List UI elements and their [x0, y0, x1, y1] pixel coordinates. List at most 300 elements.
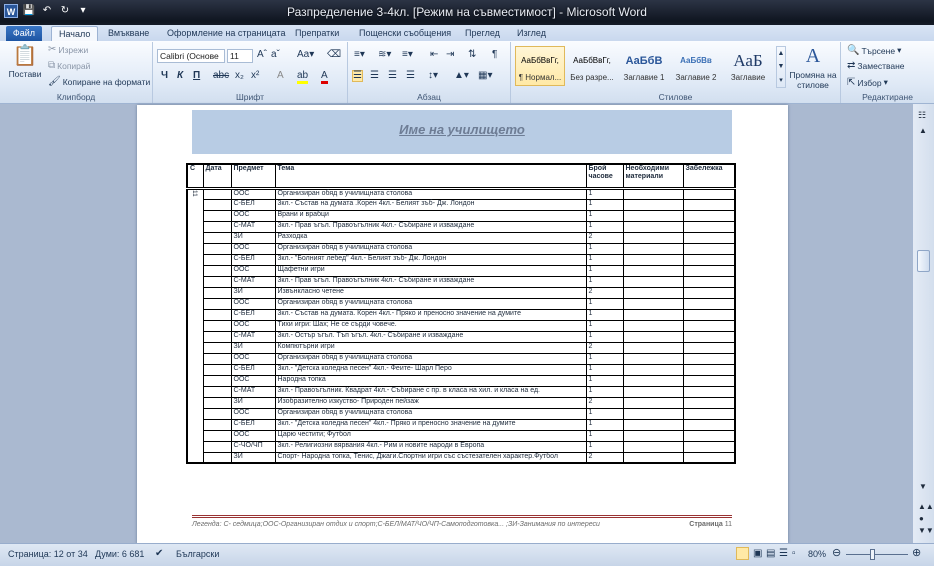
topic-cell[interactable]: Компютърни игри [275, 342, 586, 353]
date-cell[interactable] [203, 397, 231, 408]
notes-cell[interactable] [683, 243, 735, 254]
find-button[interactable]: 🔍 Търсене ▾ [847, 44, 902, 56]
hours-cell[interactable]: 1 [586, 331, 623, 342]
page-header [192, 110, 732, 154]
topic-cell[interactable]: 3кл.- "Детска коледна песен" 4кл.- Пряко и преносно значение на думите [275, 419, 586, 430]
replace-button[interactable]: ⇄ Заместване [847, 60, 905, 71]
language-status[interactable]: Български [176, 549, 220, 559]
previous-page-icon[interactable]: ▲▲ [918, 502, 934, 511]
style-normal[interactable]: АаБбВвГг, ¶ Нормал... [515, 46, 565, 86]
ribbon-tabs [0, 25, 934, 41]
hours-cell[interactable]: 1 [586, 276, 623, 287]
date-cell[interactable] [203, 265, 231, 276]
hours-cell[interactable]: 1 [586, 320, 623, 331]
date-cell[interactable] [203, 254, 231, 265]
hours-cell[interactable]: 1 [586, 375, 623, 386]
date-cell[interactable] [203, 232, 231, 243]
font-group [153, 42, 348, 103]
underline-button[interactable] [193, 71, 200, 81]
date-cell[interactable] [203, 188, 231, 199]
tab-file[interactable]: Файл [6, 26, 42, 41]
style-heading-1[interactable]: АаБбВ Заглавие 1 [623, 55, 665, 82]
notes-cell[interactable] [683, 199, 735, 210]
table-body [187, 188, 735, 463]
topic-cell[interactable]: 3кл.- Прав ъгъл. Правоъгълник 4кл.- Събиране и изваждане [275, 221, 586, 232]
font-color-icon: A [321, 71, 328, 84]
draft-icon[interactable]: ▫ [792, 548, 796, 559]
tab-review[interactable]: Преглед [465, 28, 500, 38]
strikethrough-icon: abc [213, 70, 230, 81]
subject-cell[interactable]: С-МАТ [231, 221, 275, 232]
hours-cell[interactable]: 2 [586, 397, 623, 408]
notes-cell[interactable] [683, 331, 735, 342]
paste-button[interactable]: 📋 Постави [8, 45, 42, 79]
date-cell[interactable] [203, 287, 231, 298]
italic-icon: К [177, 70, 184, 81]
save-icon[interactable]: 💾 [22, 5, 36, 16]
status-bar [0, 543, 934, 566]
numbering-button[interactable] [378, 50, 391, 60]
notes-cell[interactable] [683, 353, 735, 364]
select-icon: ⇱ [847, 76, 856, 88]
borders-button[interactable] [478, 71, 492, 81]
subscript-icon: x₂ [235, 70, 244, 81]
italic-button[interactable] [177, 71, 183, 81]
topic-cell[interactable]: Организиран обяд в училищната столова [275, 188, 586, 199]
page-number-field [689, 521, 732, 528]
notes-cell[interactable] [683, 188, 735, 199]
chevron-down-icon: ▾ [883, 77, 888, 87]
date-cell[interactable] [203, 210, 231, 221]
hours-cell[interactable]: 1 [586, 298, 623, 309]
styles-group-label: Стилове [658, 92, 693, 102]
table-row [187, 265, 735, 276]
subject-cell[interactable]: С-БЕЛ [231, 309, 275, 320]
hours-cell[interactable]: 1 [586, 188, 623, 199]
change-case-button[interactable] [297, 50, 314, 60]
topic-cell[interactable]: Организиран обяд в училищната столова [275, 353, 586, 364]
materials-cell[interactable] [623, 188, 683, 199]
clipboard-group [0, 42, 153, 103]
materials-cell[interactable] [623, 408, 683, 419]
styles-group [511, 42, 841, 103]
date-cell[interactable] [203, 276, 231, 287]
subject-cell[interactable]: ООС [231, 210, 275, 221]
subject-cell[interactable]: ООС [231, 430, 275, 441]
materials-cell[interactable] [623, 254, 683, 265]
hours-cell[interactable]: 1 [586, 419, 623, 430]
line-spacing-button[interactable] [428, 71, 438, 81]
table-row [187, 232, 735, 243]
notes-cell[interactable] [683, 452, 735, 463]
subject-cell[interactable]: ООС [231, 375, 275, 386]
strikethrough-button[interactable] [213, 71, 229, 81]
page-number: 11 [724, 521, 732, 528]
date-cell[interactable] [203, 353, 231, 364]
materials-cell[interactable] [623, 221, 683, 232]
materials-cell[interactable] [623, 364, 683, 375]
date-cell[interactable] [203, 199, 231, 210]
topic-cell[interactable]: 3кл.- Състав на думата. Корен 4кл.- Пряко и преносно значение на думите [275, 309, 586, 320]
topic-cell[interactable]: 3кл.- Правоъгълник. Квадрат 4кл.- Събиране с пр. в класа на хил. и класа на ед. [275, 386, 586, 397]
materials-cell[interactable] [623, 441, 683, 452]
align-center-button[interactable] [370, 71, 379, 81]
topic-cell[interactable]: 3кл.- "Детска коледна песен" 4кл.- Феите- Шарл Перо [275, 364, 586, 375]
web-layout-icon[interactable]: ▤ [766, 548, 776, 559]
date-cell[interactable] [203, 342, 231, 353]
font-group-label: Шрифт [236, 92, 264, 102]
subject-cell[interactable]: ООС [231, 408, 275, 419]
subject-cell[interactable]: ООС [231, 320, 275, 331]
hours-cell[interactable]: 1 [586, 254, 623, 265]
materials-cell[interactable] [623, 210, 683, 221]
zoom-slider-track[interactable] [846, 554, 908, 555]
table-row [187, 342, 735, 353]
binoculars-icon: 🔍 [847, 44, 860, 56]
word-count-status[interactable]: Думи: 6 681 [95, 549, 145, 559]
subject-cell[interactable]: ООС [231, 265, 275, 276]
chevron-down-icon: ▼ [777, 62, 785, 70]
topic-cell[interactable]: Царю честити; Футбол [275, 430, 586, 441]
bold-icon: Ч [161, 70, 169, 81]
page-footer [192, 515, 732, 528]
outline-icon[interactable]: ☰ [779, 548, 788, 559]
subject-cell[interactable]: С-МАТ [231, 276, 275, 287]
topic-cell[interactable]: 3кл.- Прав ъгъл. Правоъгълник 4кл.- Събиране и изваждане [275, 276, 586, 287]
full-screen-icon[interactable]: ▣ [753, 548, 763, 559]
subject-cell[interactable]: ЗИ [231, 232, 275, 243]
materials-cell[interactable] [623, 452, 683, 463]
subject-cell[interactable]: ЗИ [231, 452, 275, 463]
clear-formatting-button[interactable] [327, 50, 341, 60]
decrease-indent-icon: ⇤ [430, 49, 439, 60]
pilcrow-icon: ¶ [492, 49, 498, 60]
change-styles-icon: A [805, 45, 821, 67]
date-cell[interactable] [203, 452, 231, 463]
highlight-button[interactable] [297, 71, 308, 84]
page-count-status[interactable]: Страница: 12 от 34 [8, 549, 88, 559]
date-cell[interactable] [203, 320, 231, 331]
shrink-font-icon: aˇ [271, 49, 280, 60]
topic-cell[interactable]: Организиран обяд в училищната столова [275, 408, 586, 419]
zoom-out-icon[interactable]: ⊖ [832, 547, 842, 559]
subject-cell[interactable]: С-БЕЛ [231, 419, 275, 430]
subject-cell[interactable]: ООС [231, 243, 275, 254]
notes-cell[interactable] [683, 276, 735, 287]
copy-icon: ⧉ [48, 60, 56, 71]
date-cell[interactable] [203, 375, 231, 386]
clipboard-group-label: Клипборд [56, 92, 96, 102]
style-title[interactable]: АаБ Заглавие [730, 51, 766, 82]
hours-cell[interactable]: 1 [586, 353, 623, 364]
paste-icon: 📋 [12, 45, 38, 67]
styles-scroll-buttons[interactable] [776, 46, 786, 88]
subject-cell[interactable]: С-ЧО/ЧП [231, 441, 275, 452]
font-name-combo[interactable]: Calibri (Основе [157, 49, 225, 63]
hours-cell[interactable]: 2 [586, 232, 623, 243]
topic-cell[interactable]: Разходка [275, 232, 586, 243]
subject-cell[interactable]: ООС [231, 298, 275, 309]
document-page[interactable] [137, 105, 788, 544]
underline-icon: П [193, 70, 201, 81]
font-size-combo[interactable]: 11 [227, 49, 253, 63]
shrink-font-button[interactable] [271, 50, 280, 60]
notes-cell[interactable] [683, 397, 735, 408]
notes-cell[interactable] [683, 287, 735, 298]
table-row [187, 353, 735, 364]
hours-cell[interactable]: 1 [586, 441, 623, 452]
table-row [187, 210, 735, 221]
date-cell[interactable] [203, 309, 231, 320]
notes-cell[interactable] [683, 342, 735, 353]
topic-cell[interactable]: Спорт- Народна топка, Тенис, Джаги.Спортни игри със състезателен характер.Футбол [275, 452, 586, 463]
table-row [187, 221, 735, 232]
bold-button[interactable] [161, 71, 168, 81]
table-row [187, 309, 735, 320]
format-painter-button[interactable]: 🖌 Копиране на формати [48, 76, 151, 87]
notes-cell[interactable] [683, 364, 735, 375]
materials-cell[interactable] [623, 199, 683, 210]
scroll-down-icon[interactable]: ▼ [919, 482, 927, 491]
topic-cell[interactable]: Организиран обяд в училищната столова [275, 243, 586, 254]
next-page-icon[interactable]: ▼▼ [918, 526, 934, 535]
borders-icon: ▦▾ [478, 70, 493, 81]
materials-cell[interactable] [623, 298, 683, 309]
materials-cell[interactable] [623, 430, 683, 441]
notes-cell[interactable] [683, 309, 735, 320]
date-cell[interactable] [203, 430, 231, 441]
hours-cell[interactable]: 1 [586, 221, 623, 232]
date-cell[interactable] [203, 419, 231, 430]
subject-cell[interactable]: С-МАТ [231, 331, 275, 342]
superscript-icon: x² [251, 70, 260, 81]
topic-cell[interactable]: Тихи игри: Шах; Не се сърди човече. [275, 320, 586, 331]
materials-cell[interactable] [623, 353, 683, 364]
redo-icon[interactable]: ↻ [60, 5, 70, 16]
hours-cell[interactable]: 1 [586, 210, 623, 221]
subject-cell[interactable]: ООС [231, 353, 275, 364]
hours-cell[interactable]: 1 [586, 265, 623, 276]
subject-cell[interactable]: С-БЕЛ [231, 199, 275, 210]
shading-button[interactable] [454, 71, 469, 81]
notes-cell[interactable] [683, 210, 735, 221]
topic-cell[interactable]: 3кл.- "Болният лебед" 4кл.- Белият зъб- Дж. Лондон [275, 254, 586, 265]
hours-cell[interactable]: 2 [586, 452, 623, 463]
increase-indent-icon: ⇥ [446, 49, 455, 60]
sort-button[interactable] [468, 50, 476, 60]
multilevel-list-icon: ≡▾ [402, 49, 413, 60]
numbering-icon: ≋▾ [378, 49, 392, 60]
date-cell[interactable] [203, 408, 231, 419]
multilevel-list-button[interactable] [402, 50, 413, 60]
notes-cell[interactable] [683, 265, 735, 276]
bullets-button[interactable] [354, 50, 365, 60]
hours-cell[interactable]: 1 [586, 364, 623, 375]
tab-insert[interactable]: Вмъкване [108, 28, 150, 38]
materials-cell[interactable] [623, 331, 683, 342]
hours-cell[interactable]: 2 [586, 287, 623, 298]
paragraph-group-label: Абзац [417, 92, 441, 102]
materials-cell[interactable] [623, 375, 683, 386]
text-effects-button[interactable] [277, 71, 284, 81]
notes-cell[interactable] [683, 408, 735, 419]
notes-cell[interactable] [683, 441, 735, 452]
copy-button[interactable]: ⧉ Копирай [48, 60, 91, 71]
subject-cell[interactable]: ЗИ [231, 342, 275, 353]
notes-cell[interactable] [683, 254, 735, 265]
notes-cell[interactable] [683, 320, 735, 331]
notes-cell[interactable] [683, 430, 735, 441]
tab-view[interactable]: Изглед [517, 28, 546, 38]
text-effects-icon: A [277, 70, 284, 81]
subject-cell[interactable]: ООС [231, 188, 275, 199]
hours-cell[interactable]: 1 [586, 408, 623, 419]
browse-object-icon[interactable]: ● [919, 514, 924, 523]
tab-mailings[interactable]: Пощенски съобщения [359, 28, 452, 38]
table-row [187, 430, 735, 441]
hours-cell[interactable]: 1 [586, 386, 623, 397]
table-row [187, 254, 735, 265]
subject-cell[interactable]: С-МАТ [231, 386, 275, 397]
select-button[interactable]: ⇱ Избор ▾ [847, 76, 888, 88]
proofing-icon[interactable]: ✔ [155, 548, 164, 559]
table-row [187, 276, 735, 287]
topic-cell[interactable]: Извънкласно четене [275, 287, 586, 298]
style-no-spacing[interactable]: АаБбВвГг, Без разре... [570, 56, 614, 82]
grow-font-button[interactable] [257, 50, 267, 60]
hours-cell[interactable]: 1 [586, 199, 623, 210]
topic-cell[interactable]: Организиран обяд в училищната столова [275, 298, 586, 309]
notes-cell[interactable] [683, 298, 735, 309]
notes-cell[interactable] [683, 221, 735, 232]
subject-cell[interactable]: С-БЕЛ [231, 254, 275, 265]
table-row [187, 397, 735, 408]
vertical-scrollbar[interactable] [912, 104, 934, 543]
col-materials: Необходими материали [623, 164, 683, 188]
table-row [187, 331, 735, 342]
date-cell[interactable] [203, 386, 231, 397]
notes-cell[interactable] [683, 232, 735, 243]
superscript-button[interactable] [251, 71, 259, 81]
table-row [187, 419, 735, 430]
undo-icon[interactable]: ↶ [42, 5, 52, 16]
materials-cell[interactable] [623, 232, 683, 243]
tab-page-layout[interactable]: Оформление на страницата [167, 28, 286, 38]
notes-cell[interactable] [683, 375, 735, 386]
chevron-down-icon: ▾ [897, 45, 902, 55]
topic-cell[interactable]: Врани и врабци [275, 210, 586, 221]
date-cell[interactable] [203, 364, 231, 375]
ruler-toggle-icon[interactable]: ☷ [918, 110, 927, 120]
week-cell [187, 188, 203, 463]
scrollbar-thumb[interactable] [917, 250, 930, 272]
ribbon [0, 41, 934, 104]
increase-indent-button[interactable] [446, 50, 454, 60]
materials-cell[interactable] [623, 342, 683, 353]
col-subject: Предмет [231, 164, 275, 188]
materials-cell[interactable] [623, 276, 683, 287]
scissors-icon: ✂ [48, 44, 57, 55]
topic-cell[interactable]: 3кл.- Състав на думата .Корен 4кл.- Белият зъб- Дж. Лондон [275, 199, 586, 210]
topic-cell[interactable]: Народна топка [275, 375, 586, 386]
topic-cell[interactable]: 3кл.- Остър ъгъл. Тъп ъгъл. 4кл.- Събиране и изваждане [275, 331, 586, 342]
notes-cell[interactable] [683, 419, 735, 430]
zoom-in-icon[interactable]: ⊕ [912, 547, 922, 559]
change-styles-button[interactable]: A Промяна на стилове [789, 45, 837, 90]
grow-font-icon: Aˆ [257, 49, 267, 60]
align-left-button[interactable] [352, 70, 363, 82]
hours-cell[interactable]: 1 [586, 309, 623, 320]
date-cell[interactable] [203, 298, 231, 309]
clear-formatting-icon: ⌫ [327, 49, 342, 60]
zoom-level[interactable]: 80% [808, 549, 827, 559]
editing-group-label: Редактиране [862, 92, 913, 102]
table-row [187, 199, 735, 210]
justify-button[interactable] [406, 71, 415, 81]
paragraph-group [348, 42, 511, 103]
line-spacing-icon: ↕▾ [428, 70, 439, 81]
date-cell[interactable] [203, 331, 231, 342]
topic-cell[interactable]: Щафетни игри [275, 265, 586, 276]
materials-cell[interactable] [623, 243, 683, 254]
date-cell[interactable] [203, 243, 231, 254]
print-layout-icon[interactable] [736, 547, 749, 560]
font-color-button[interactable] [321, 71, 328, 84]
date-cell[interactable] [203, 221, 231, 232]
col-hours: Брой часове [586, 164, 623, 188]
table-row [187, 441, 735, 452]
col-week: С [187, 164, 203, 188]
align-right-button[interactable] [388, 71, 397, 81]
tab-references[interactable]: Препратки [295, 28, 340, 38]
change-case-icon: Aa▾ [297, 49, 315, 60]
materials-cell[interactable] [623, 386, 683, 397]
table-header-row [187, 164, 735, 188]
align-right-icon: ☰ [388, 70, 397, 81]
table-row [187, 243, 735, 254]
materials-cell[interactable] [623, 320, 683, 331]
notes-cell[interactable] [683, 386, 735, 397]
materials-cell[interactable] [623, 397, 683, 408]
zoom-slider-thumb[interactable] [870, 549, 875, 560]
hours-cell[interactable]: 2 [586, 342, 623, 353]
subject-cell[interactable]: ЗИ [231, 397, 275, 408]
topic-cell[interactable]: Изобразително изкуство- Природен пейзаж [275, 397, 586, 408]
word-logo-icon[interactable]: W [4, 4, 18, 18]
date-cell[interactable] [203, 441, 231, 452]
materials-cell[interactable] [623, 309, 683, 320]
hours-cell[interactable]: 1 [586, 243, 623, 254]
decrease-indent-button[interactable] [430, 50, 438, 60]
hours-cell[interactable]: 1 [586, 430, 623, 441]
subject-cell[interactable]: ЗИ [231, 287, 275, 298]
cut-button[interactable]: ✂ Изрежи [48, 44, 89, 55]
scroll-up-icon[interactable]: ▲ [919, 126, 927, 135]
week-number: 11 [191, 189, 198, 197]
topic-cell[interactable]: 3кл.- Религиозни вярвания 4кл.- Рим и новите народи в Европа [275, 441, 586, 452]
style-heading-2[interactable]: АаБбВв Заглавие 2 [675, 56, 717, 82]
show-marks-button[interactable] [492, 50, 497, 60]
materials-cell[interactable] [623, 419, 683, 430]
materials-cell[interactable] [623, 287, 683, 298]
col-notes: Забележка [683, 164, 735, 188]
subscript-button[interactable] [235, 71, 244, 81]
subject-cell[interactable]: С-БЕЛ [231, 364, 275, 375]
align-center-icon: ☰ [370, 70, 379, 81]
tab-home[interactable]: Начало [51, 26, 98, 41]
customize-qat-icon[interactable]: ▾ [80, 5, 86, 16]
materials-cell[interactable] [623, 265, 683, 276]
